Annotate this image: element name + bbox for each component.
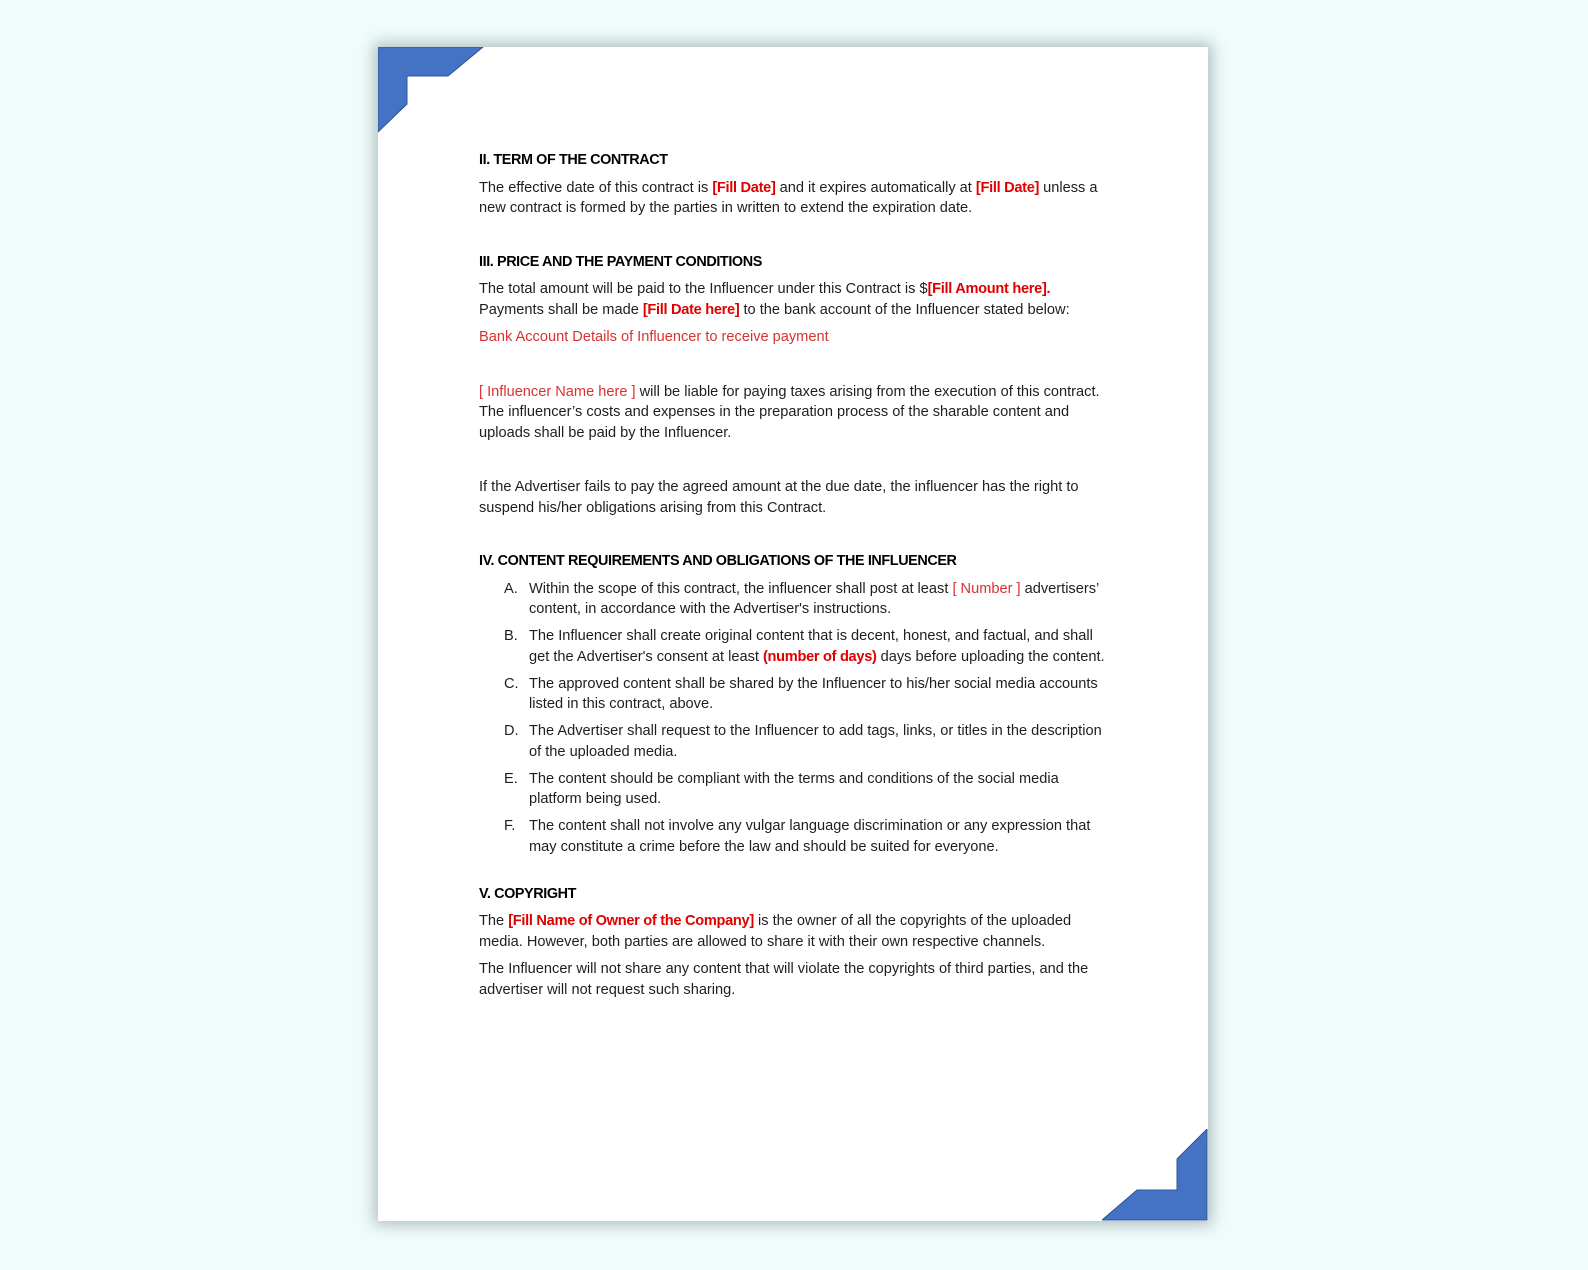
section-heading-term: II. TERM OF THE CONTRACT <box>479 152 668 168</box>
third-party-paragraph: The Influencer will not share any content that will violate the copyrights of third parties, and the advertiser will not request such sharing. <box>479 961 1089 998</box>
section-heading-price: III. PRICE AND THE PAYMENT CONDITIONS <box>479 253 762 270</box>
corner-decoration-bottom-right <box>1102 1129 1208 1221</box>
term-paragraph: The effective date of this contract is [Fill Date] and it expires automatically at [Fill Date] unless a new contract is formed by the parties in written to extend the expiration date. <box>479 179 1098 216</box>
fill-date-placeholder: [Fill Date] <box>975 179 1040 196</box>
list-item: C. The approved content shall be shared by the Influencer to his/her social media accounts listed in this contract, above. <box>504 675 1098 712</box>
tax-paragraph: [ Influencer Name here ] will be liable for paying taxes arising from the execution of this contract. The influencer’s costs and expenses in the preparation process of the sharable content and uploads shall be paid by the Influencer. <box>479 383 1100 441</box>
list-item: E. The content should be compliant with the terms and conditions of the social media platform being used. <box>504 770 1059 807</box>
influencer-name-placeholder: [ Influencer Name here ] <box>479 383 636 400</box>
list-item: B. The Influencer shall create original content that is decent, honest, and factual, and shall get the Advertiser's consent at least (number of days) days before uploading the content. <box>504 628 1105 665</box>
nonpayment-paragraph: If the Advertiser fails to pay the agreed amount at the due date, the influencer has the right to suspend his/her obligations arising from this Contract. <box>479 479 1079 516</box>
copyright-paragraph: The [Fill Name of Owner of the Company] is the owner of all the copyrights of the uploaded media. However, both parties are allowed to share it with their own respective channels. <box>479 913 1072 950</box>
owner-name-placeholder: [Fill Name of Owner of the Company] <box>508 913 754 929</box>
corner-decoration-top-left <box>378 47 484 133</box>
list-item: D. The Advertiser shall request to the Influencer to add tags, links, or titles in the description of the uploaded media. <box>504 723 1102 760</box>
list-item: F. The content shall not involve any vulgar language discrimination or any expression that may constitute a crime before the law and should be suited for everyone. <box>504 818 1091 855</box>
number-placeholder: [ Number ] <box>952 580 1021 597</box>
document-body <box>479 150 1111 1007</box>
price-paragraph: The total amount will be paid to the Influencer under this Contract is $[Fill Amount here]. Payments shall be made [Fill Date here] to the bank account of the Influencer stated below: <box>479 281 1070 318</box>
document-page <box>378 47 1208 1221</box>
fill-date-placeholder: [Fill Date] <box>712 179 776 196</box>
bank-account-details: Bank Account Details of Influencer to receive payment <box>479 329 829 345</box>
section-heading-copyright: V. COPYRIGHT <box>479 885 577 902</box>
section-heading-content-requirements: IV. CONTENT REQUIREMENTS AND OBLIGATIONS OF THE INFLUENCER <box>479 553 957 569</box>
requirements-list <box>479 579 1111 858</box>
fill-amount-placeholder: [Fill Amount here]. <box>927 281 1051 297</box>
list-item: A. Within the scope of this contract, the influencer shall post at least [ Number ] advertisers’ content, in accordance with the Advertiser's instructions. <box>504 580 1099 617</box>
fill-date-placeholder: [Fill Date here] <box>642 301 740 318</box>
number-of-days-placeholder: (number of days) <box>762 648 877 665</box>
